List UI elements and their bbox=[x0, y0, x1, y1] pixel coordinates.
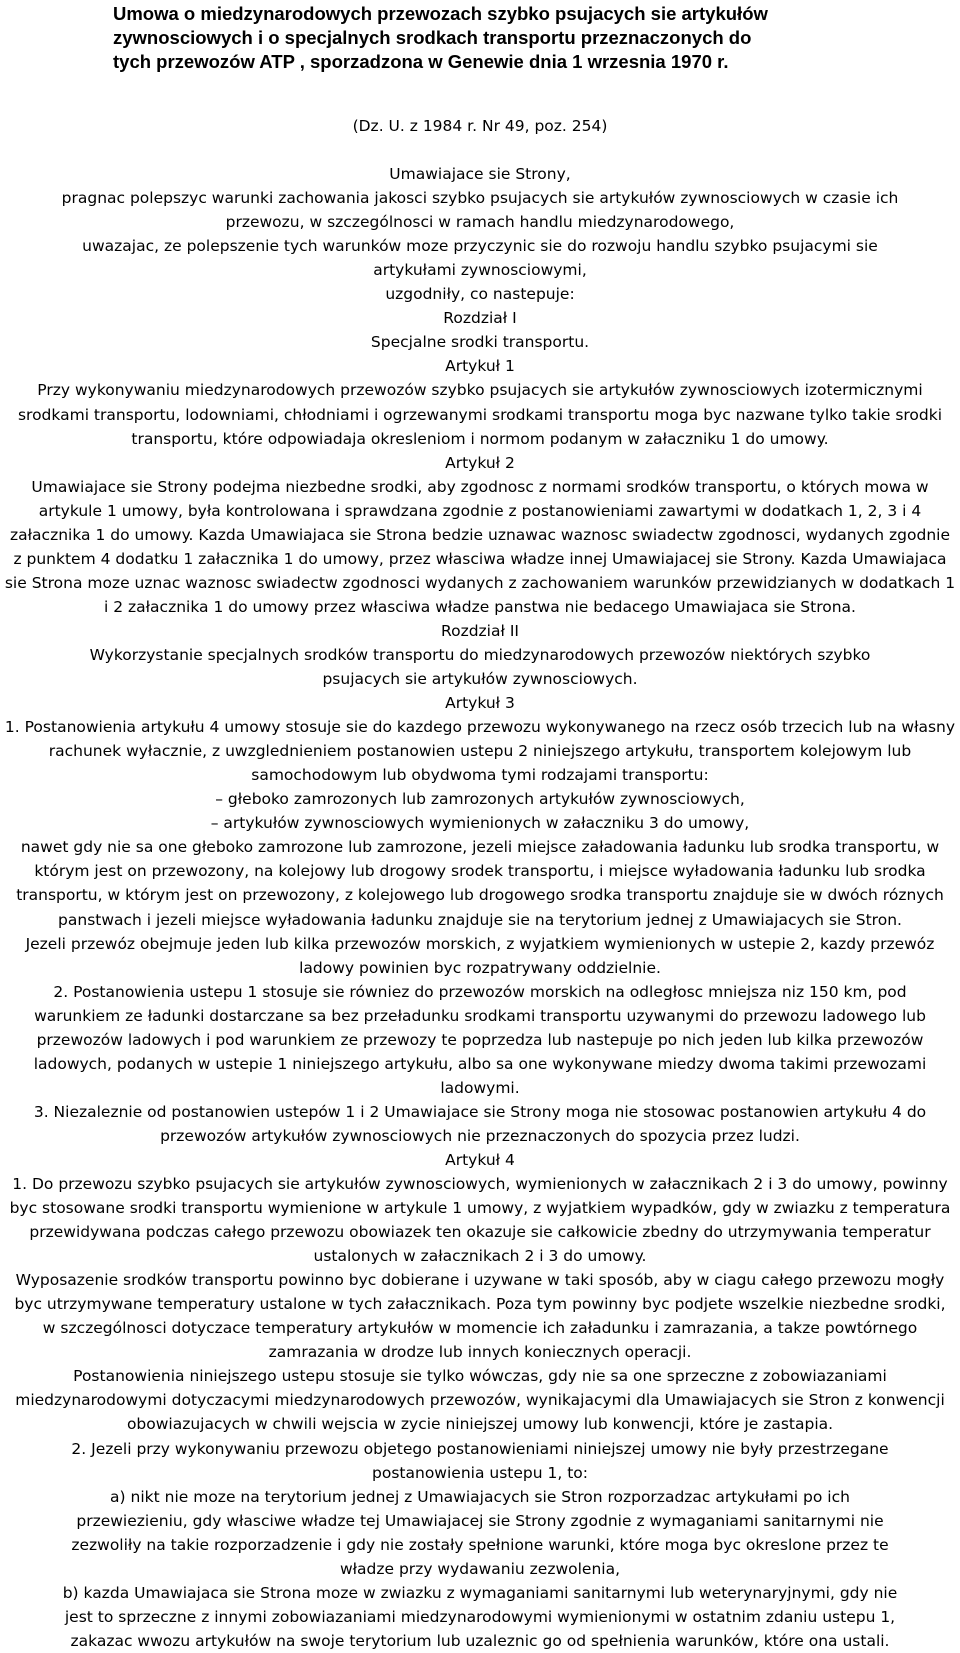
document-title bbox=[113, 2, 913, 74]
preamble-agreed: uzgodniły, co nastepuje: bbox=[385, 285, 575, 304]
article-paragraph: Przy wykonywaniu miedzynarodowych przewozów szybko psujacych sie artykułów zywnosciowych izotermicznymi srodkami transportu, lodowniami, chłodniami i ogrzewanymi srodkami transportu moga byc nazwane tylko takie srodki transportu, które odpowiadaja okresleniom i normom podanym w załaczniku 1 do umowy. bbox=[17, 381, 943, 448]
chapter-title: Wykorzystanie specjalnych srodków transportu do miedzynarodowych przewozów niektórych szybko psujacych sie artykułów zywnosciowych. bbox=[89, 645, 871, 689]
article-paragraph: Umawiajace sie Strony podejma niezbedne srodki, aby zgodnosc z normami srodków transportu, o których mowa w artykule 1 umowy, była kontrolowana i sprawdzana zgodnie z postanowieniami zawartymi w dodatkach 1, 2, 3 i 4 załacznika 1 do umowy. Kazda Umawiajaca sie Strona bedzie uznawac waznosc swiadectw zgodnosci, wydanych zgodnie z punktem 4 dodatku 1 załacznika 1 do umowy, przez własciwa władze innej Umawiajacej sie Strony. Kazda Umawiajaca sie Strona moze uznac waznosc swiadectw zgodnosci wydanych z zachowaniem warunków przewidzianych w dodatkach 1 i 2 załacznika 1 do umowy przez własciwa władze panstwa nie bedacego Umawiajaca sie Strona. bbox=[4, 477, 956, 616]
article-paragraph: Wyposazenie srodków transportu powinno byc dobierane i uzywane w taki sposób, aby w ciagu całego przewozu mogły byc utrzymywane temperatury ustalone w tych załacznikach. Poza tym powinny byc podjete wszelkie niezbedne srodki, w szczególnosci dotyczace temperatury artykułów w momencie ich załadunku i zamrazania, a takze powtórnego zamrazania w drodze lub innych koniecznych operacji. bbox=[14, 1271, 946, 1362]
list-item: b) kazda Umawiajaca sie Strona moze w zwiazku z wymaganiami sanitarnymi lub weterynaryjnymi, gdy nie jest to sprzeczne z innymi zobowiazaniami miedzynarodowymi wymienionymi w ostatnim zdaniu ustepu 1, zakazac wwozu artykułów na swoje terytorium lub uzaleznic go od spełnienia warunków, które ona ustali. bbox=[62, 1583, 898, 1650]
article-paragraph: 2. Postanowienia ustepu 1 stosuje sie równiez do przewozów morskich na odległosc mniejsza niz 150 km, pod warunkiem ze ładunki dostarczane sa bez przeładunku srodkami transportu uzywanymi do przewozu ladowego lub przewozów ladowych i pod warunkiem ze przewozy te poprzedza lub nastepuje po nich jeden lub kilka przewozów ladowych, podanych w ustepie 1 niniejszego artykułu, albo sa one wykonywane miedzy dwoma takimi przewozami ladowymi. bbox=[33, 982, 927, 1097]
article-paragraph: 2. Jezeli przy wykonywaniu przewozu objetego postanowieniami niniejszej umowy nie były przestrzegane postanowienia ustepu 1, to: bbox=[71, 1439, 889, 1482]
title-line: Umowa o miedzynarodowych przewozach szybko psujacych sie artykułów bbox=[113, 3, 768, 24]
document-body bbox=[0, 114, 960, 1653]
list-item: – artykułów zywnosciowych wymienionych w załaczniku 3 do umowy, bbox=[210, 814, 750, 833]
preamble-purpose: pragnac polepszyc warunki zachowania jakosci szybko psujacych sie artykułów zywnosciowych w czasie ich przewozu, w szczególnosci w ramach handlu miedzynarodowego, bbox=[61, 189, 899, 232]
article-paragraph: Postanowienia niniejszego ustepu stosuje sie tylko wówczas, gdy nie sa one sprzeczne z zobowiazaniami miedzynarodowymi dotyczacymi miedzynarodowych przewozów, wynikajacymi dla Umawiajacych sie Stron z konwencji obowiazujacych w chwili wejscia w zycie niniejszej umowy lub konwencji, które je zastapia. bbox=[15, 1367, 945, 1434]
preamble-parties: Umawiajace sie Strony, bbox=[389, 165, 571, 184]
list-item: a) nikt nie moze na terytorium jednej z Umawiajacych sie Stron rozporzadzac artykułami po ich przewiezieniu, gdy własciwe władze tej Umawiajacej sie Strony zgodnie z wymaganiami sanitarnymi nie zezwoliły na takie rozporzadzenie i gdy nie zostały spełnione warunki, które moga byc okreslone przez te władze przy wydawaniu zezwolenia, bbox=[71, 1487, 889, 1578]
article-heading: Artykuł 2 bbox=[445, 453, 515, 472]
preamble-considering: uwazajac, ze polepszenie tych warunków moze przyczynic sie do rozwoju handlu szybko psujacymi sie artykułami zywnosciowymi, bbox=[82, 237, 878, 280]
publication-reference: (Dz. U. z 1984 r. Nr 49, poz. 254) bbox=[352, 117, 608, 135]
list-item: – głeboko zamrozonych lub zamrozonych artykułów zywnosciowych, bbox=[215, 790, 745, 809]
chapter-heading: Rozdział I bbox=[443, 309, 517, 328]
article-paragraph: 1. Do przewozu szybko psujacych sie artykułów zywnosciowych, wymienionych w załacznikach 2 i 3 do umowy, powinny byc stosowane srodki transportu wymienione w artykule 1 umowy, z wyjatkiem wypadków, gdy w zwiazku z temperatura przewidywana podczas całego przewozu obowiazek ten okazuje sie całkowicie zbedny do utrzymywania temperatur ustalonych w załacznikach 2 i 3 do umowy. bbox=[9, 1175, 951, 1266]
chapter-title: Specjalne srodki transportu. bbox=[370, 333, 590, 352]
article-heading: Artykuł 4 bbox=[445, 1150, 515, 1169]
article-heading: Artykuł 3 bbox=[445, 694, 515, 713]
chapter-heading: Rozdział II bbox=[441, 621, 519, 640]
article-paragraph: 3. Niezaleznie od postanowien ustepów 1 i 2 Umawiajace sie Strony moga nie stosowac postanowien artykułu 4 do przewozów artykułów zywnosciowych nie przeznaczonych do spozycia przez ludzi. bbox=[33, 1102, 927, 1145]
title-line: tych przewozów ATP , sporzadzona w Genewie dnia 1 wrzesnia 1970 r. bbox=[113, 51, 729, 72]
title-line: zywnosciowych i o specjalnych srodkach transportu przeznaczonych do bbox=[113, 27, 752, 48]
article-paragraph: 1. Postanowienia artykułu 4 umowy stosuje sie do kazdego przewozu wykonywanego na rzecz osób trzecich lub na własny rachunek wyłacznie, z uwzglednieniem postanowien ustepu 2 niniejszego artykułu, transportem kolejowym lub samochodowym lub obydwoma tymi rodzajami transportu: bbox=[4, 718, 956, 785]
article-paragraph: nawet gdy nie sa one głeboko zamrozone lub zamrozone, jezeli miejsce załadowania ładunku lub srodka transportu, w którym jest on przewozony, na kolejowy lub drogowy srodek transportu, i miejsce wyładowania ładunku lub srodka transportu, w którym jest on przewozony, z kolejowego lub drogowego srodka transportu znajduje sie w dwóch róznych panstwach i jezeli miejsce wyładowania ładunku znajduje sie na terytorium jednej z Umawiajacych sie Stron. bbox=[16, 838, 944, 929]
article-paragraph: Jezeli przewóz obejmuje jeden lub kilka przewozów morskich, z wyjatkiem wymienionych w ustepie 2, kazdy przewóz ladowy powinien byc rozpatrywany oddzielnie. bbox=[25, 934, 935, 977]
article-heading: Artykuł 1 bbox=[445, 357, 515, 376]
